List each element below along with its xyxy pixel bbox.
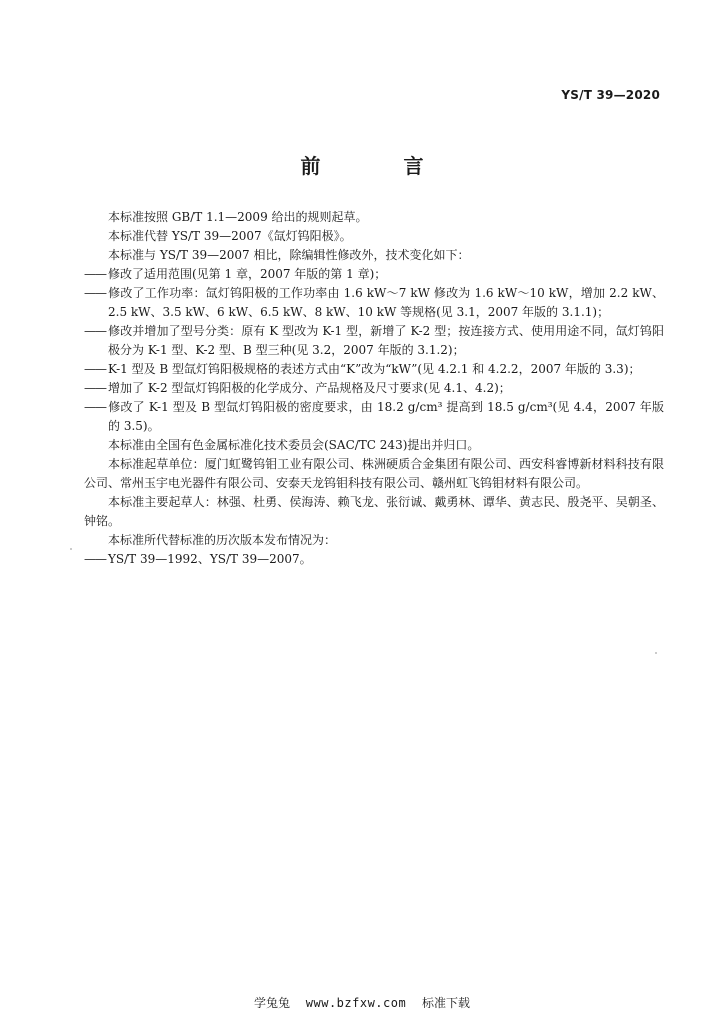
paragraph: 本标准由全国有色金属标准化技术委员会(SAC/TC 243)提出并归口。 xyxy=(108,438,480,452)
foreword-body xyxy=(84,208,664,569)
dash-mark: —— xyxy=(84,267,106,281)
dash-mark: —— xyxy=(84,324,106,338)
list-item xyxy=(84,550,664,569)
paragraph: 本标准主要起草人：林强、杜勇、侯海涛、赖飞龙、张衍诚、戴勇林、谭华、黄志民、殷尧平、吴朝圣、钟铭。 xyxy=(84,495,664,528)
footer-site-name: 学兔兔 xyxy=(253,996,290,1010)
list-item xyxy=(84,379,664,398)
dash-mark: —— xyxy=(84,286,106,300)
standard-code: YS/T 39—2020 xyxy=(561,88,660,102)
dash-mark: —— xyxy=(84,400,106,414)
paragraph: 本标准所代替标准的历次版本发布情况为： xyxy=(108,533,337,547)
paragraph: 本标准起草单位：厦门虹鹭钨钼工业有限公司、株洲硬质合金集团有限公司、西安科睿博新材料科技有限公司、常州玉宇电光器件有限公司、安泰天龙钨钼科技有限公司、赣州虹飞钨钼材料有限公司。 xyxy=(84,457,664,490)
list-item-text: YS/T 39—1992、YS/T 39—2007。 xyxy=(108,552,312,566)
list-item-text: 修改并增加了型号分类：原有 K 型改为 K-1 型，新增了 K-2 型；按连接方式、使用用途不同，氙灯钨阳极分为 K-1 型、K-2 型、B 型三种(见 3.2，2007 年版的 3.1.2)； xyxy=(108,324,664,357)
page-title: 前 言 xyxy=(300,154,462,178)
paragraph: 本标准代替 YS/T 39—2007《氙灯钨阳极》。 xyxy=(108,229,352,243)
list-item xyxy=(84,322,664,360)
list-item-text: K-1 型及 B 型氙灯钨阳极规格的表述方式由“K”改为“kW”(见 4.2.1 和 4.2.2，2007 年版的 3.3)； xyxy=(108,362,641,376)
list-item-text: 修改了 K-1 型及 B 型氙灯钨阳极的密度要求，由 18.2 g/cm³ 提高到 18.5 g/cm³(见 4.4，2007 年版的 3.5)。 xyxy=(108,400,664,433)
footer xyxy=(0,994,724,1011)
dash-mark: —— xyxy=(84,552,106,566)
list-item-text: 修改了工作功率：氙灯钨阳极的工作功率由 1.6 kW～7 kW 修改为 1.6 kW～10 kW，增加 2.2 kW、2.5 kW、3.5 kW、6 kW、6.5 kW、8 kW、10 kW 等规格(见 3.1，2007 年版的 3.1.1)； xyxy=(108,286,664,319)
list-item-text: 修改了适用范围(见第 1 章，2007 年版的第 1 章)； xyxy=(108,267,387,281)
scan-speck xyxy=(70,548,72,550)
footer-url-link[interactable]: www.bzfxw.com xyxy=(305,996,407,1010)
footer-slogan: 标准下载 xyxy=(422,996,471,1010)
dash-mark: —— xyxy=(84,381,106,395)
scan-speck xyxy=(655,652,657,654)
paragraph: 本标准与 YS/T 39—2007 相比，除编辑性修改外，技术变化如下： xyxy=(108,248,470,262)
list-item xyxy=(84,265,664,284)
list-item xyxy=(84,398,664,436)
list-item xyxy=(84,360,664,379)
list-item xyxy=(84,284,664,322)
dash-mark: —— xyxy=(84,362,106,376)
list-item-text: 增加了 K-2 型氙灯钨阳极的化学成分、产品规格及尺寸要求(见 4.1、4.2)； xyxy=(108,381,511,395)
paragraph: 本标准按照 GB/T 1.1—2009 给出的规则起草。 xyxy=(108,210,368,224)
